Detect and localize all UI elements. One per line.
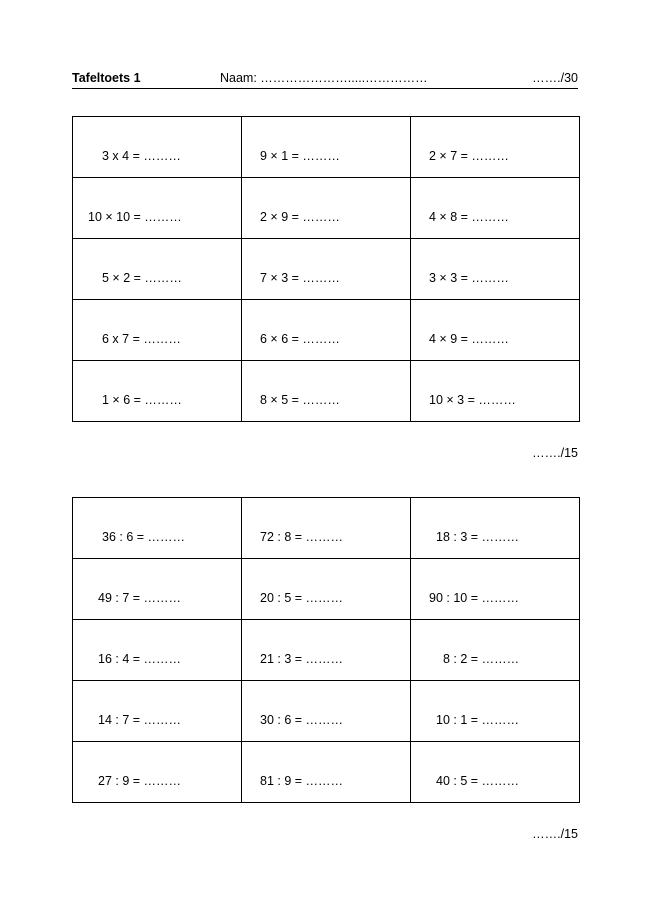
problem-cell — [242, 300, 411, 361]
problem-cell — [73, 361, 242, 422]
problem-text: 3 x 4 = ……… — [102, 149, 181, 163]
problem-text: 72 : 8 = ……… — [260, 530, 344, 544]
problem-cell — [242, 361, 411, 422]
problem-text: 2 × 7 = ……… — [429, 149, 509, 163]
division-score: ……./15 — [532, 827, 578, 841]
problem-text: 20 : 5 = ……… — [260, 591, 344, 605]
table-row — [73, 300, 580, 361]
table-row — [73, 559, 580, 620]
worksheet-title: Tafeltoets 1 — [72, 71, 141, 85]
problem-cell — [73, 681, 242, 742]
problem-text: 4 × 9 = ……… — [429, 332, 509, 346]
multiplication-score: ……./15 — [532, 446, 578, 460]
problem-cell — [411, 361, 580, 422]
problem-text: 18 : 3 = ……… — [436, 530, 520, 544]
problem-text: 2 × 9 = ……… — [260, 210, 340, 224]
problem-text: 10 : 1 = ……… — [436, 713, 520, 727]
problem-text: 14 : 7 = ……… — [98, 713, 182, 727]
problem-text: 5 × 2 = ……… — [102, 271, 182, 285]
problem-cell — [73, 117, 242, 178]
table-row — [73, 498, 580, 559]
problem-cell — [242, 620, 411, 681]
table-row — [73, 361, 580, 422]
problem-cell — [411, 620, 580, 681]
problem-text: 3 × 3 = ……… — [429, 271, 509, 285]
problem-text: 49 : 7 = ……… — [98, 591, 182, 605]
table-row — [73, 742, 580, 803]
problem-text: 6 x 7 = ……… — [102, 332, 181, 346]
problem-text: 30 : 6 = ……… — [260, 713, 344, 727]
problem-cell — [411, 742, 580, 803]
problem-text: 27 : 9 = ……… — [98, 774, 182, 788]
problem-cell — [73, 178, 242, 239]
problem-cell — [242, 559, 411, 620]
problem-cell — [411, 498, 580, 559]
problem-cell — [242, 239, 411, 300]
problem-text: 8 : 2 = ……… — [443, 652, 520, 666]
table-row — [73, 620, 580, 681]
problem-cell — [242, 681, 411, 742]
problem-cell — [73, 239, 242, 300]
table-row — [73, 178, 580, 239]
problem-cell — [73, 498, 242, 559]
table-row — [73, 681, 580, 742]
problem-text: 10 × 10 = ……… — [88, 210, 182, 224]
problem-text: 81 : 9 = ……… — [260, 774, 344, 788]
problem-cell — [411, 300, 580, 361]
worksheet-header — [72, 70, 578, 89]
problem-cell — [411, 178, 580, 239]
problem-cell — [242, 742, 411, 803]
problem-cell — [411, 559, 580, 620]
problem-cell — [411, 117, 580, 178]
problem-text: 16 : 4 = ……… — [98, 652, 182, 666]
problem-text: 4 × 8 = ……… — [429, 210, 509, 224]
problem-cell — [73, 742, 242, 803]
problem-text: 21 : 3 = ……… — [260, 652, 344, 666]
division-table — [72, 497, 580, 803]
problem-text: 7 × 3 = ……… — [260, 271, 340, 285]
problem-cell — [242, 178, 411, 239]
problem-text: 6 × 6 = ……… — [260, 332, 340, 346]
problem-cell — [411, 239, 580, 300]
problem-text: 40 : 5 = ……… — [436, 774, 520, 788]
table-row — [73, 117, 580, 178]
problem-text: 36 : 6 = ……… — [102, 530, 186, 544]
multiplication-table — [72, 116, 580, 422]
total-score: ……./30 — [532, 71, 578, 85]
problem-text: 10 × 3 = ……… — [429, 393, 516, 407]
table-row — [73, 239, 580, 300]
problem-cell — [411, 681, 580, 742]
problem-text: 9 × 1 = ……… — [260, 149, 340, 163]
problem-cell — [73, 620, 242, 681]
problem-cell — [242, 117, 411, 178]
name-field: Naam: ………………….....…………… — [220, 71, 428, 85]
problem-cell — [73, 559, 242, 620]
problem-cell — [73, 300, 242, 361]
problem-text: 90 : 10 = ……… — [429, 591, 519, 605]
problem-cell — [242, 498, 411, 559]
problem-text: 1 × 6 = ……… — [102, 393, 182, 407]
problem-text: 8 × 5 = ……… — [260, 393, 340, 407]
